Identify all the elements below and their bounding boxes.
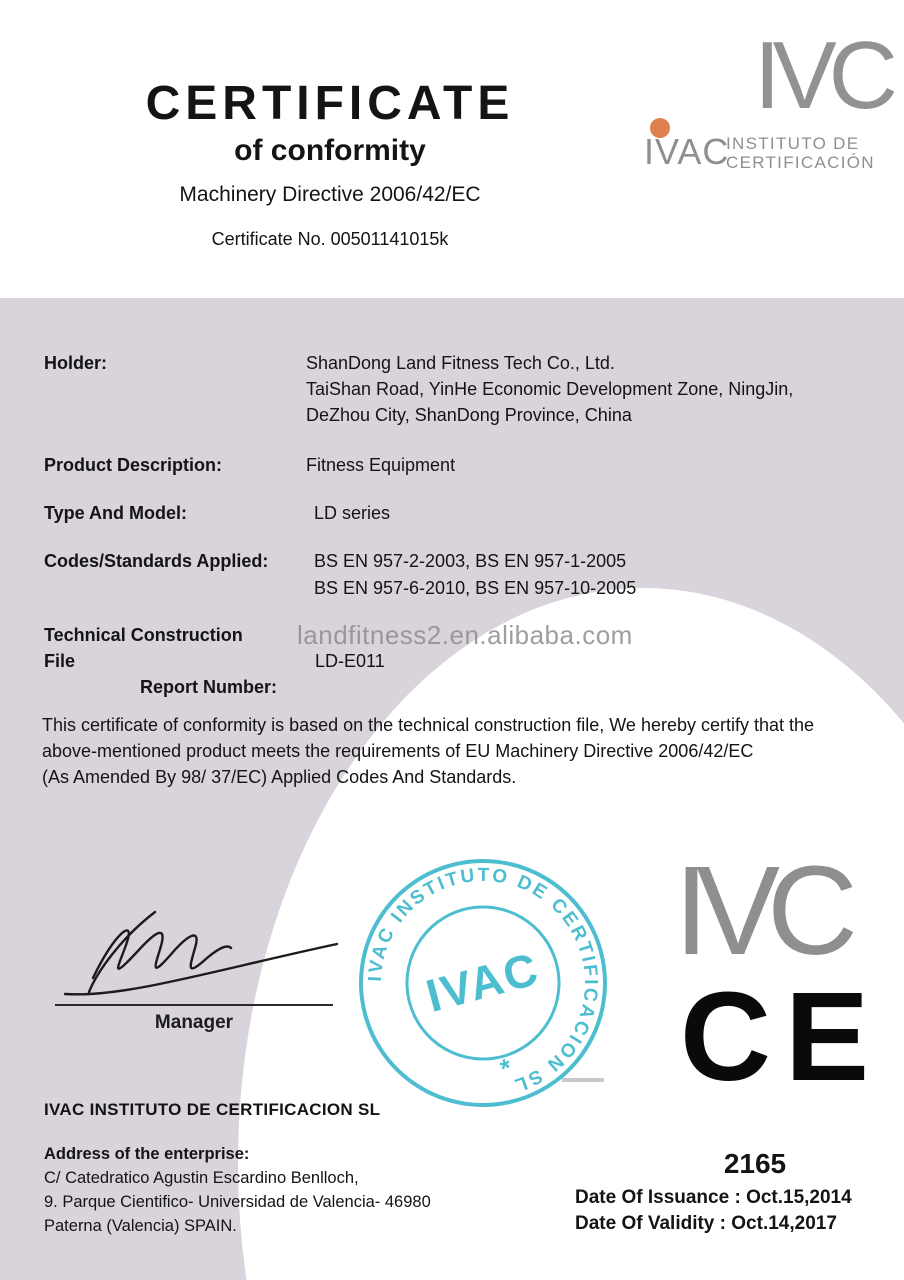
validity-value: Oct.14,2017 [731, 1213, 837, 1234]
ivac-monogram-icon: IVC [753, 22, 890, 129]
holder-line3: DeZhou City, ShanDong Province, China [306, 405, 632, 425]
technical-file-label-line1: Technical Construction File [44, 625, 243, 671]
codes-standards-value [314, 548, 636, 602]
holder-label: Holder: [44, 353, 107, 373]
codes-standards-label: Codes/Standards Applied: [44, 551, 269, 571]
type-model-label: Type And Model: [44, 503, 187, 523]
stamp-ring-text: IVAC INSTITUTO DE CERTIFICACION SL [364, 864, 602, 1097]
product-description-label: Product Description: [44, 455, 223, 475]
technical-file-label [44, 622, 277, 700]
statement-line1: This certificate of conformity is based on the technical construction file, We hereby certify that the [42, 715, 815, 735]
technical-file-value: LD-E011 [315, 651, 385, 671]
product-description-value: Fitness Equipment [306, 455, 456, 475]
holder-line1: ShanDong Land Fitness Tech Co., Ltd. [306, 353, 615, 373]
holder-value [306, 350, 866, 428]
certificate-subtitle: of conformity [234, 134, 426, 167]
address-line1: C/ Catedratico Agustin Escardino Benlloch, [44, 1169, 359, 1187]
type-model-value: LD series [314, 503, 391, 523]
scan-artifact-dash [562, 1078, 604, 1082]
holder-line2: TaiShan Road, YinHe Economic Development Zone, NingJin, [306, 379, 794, 399]
ivac-logo-name: IVAC [644, 131, 730, 172]
notified-body-number: 2165 [723, 1148, 787, 1179]
address-line3: Paterna (Valencia) SPAIN. [44, 1217, 237, 1235]
issuance-label: Date Of Issuance : [575, 1187, 741, 1208]
issuance-value: Oct.15,2014 [746, 1187, 852, 1208]
certifier-org-name: IVAC INSTITUTO DE CERTIFICACION SL [44, 1100, 381, 1119]
codes-line1: BS EN 957-2-2003, BS EN 957-1-2005 [314, 551, 627, 571]
alibaba-watermark: landfitness2.en.alibaba.com [297, 620, 633, 650]
ce-mark: CE [680, 966, 884, 1107]
address-line2: 9. Parque Cientifico- Universidad de Valencia- 46980 [44, 1193, 431, 1211]
manager-label: Manager [154, 1012, 234, 1033]
conformity-statement [42, 712, 880, 790]
certificate-title: CERTIFICATE [145, 77, 515, 130]
validity-label: Date Of Validity : [575, 1213, 726, 1234]
logo-org-line1: INSTITUTO DE [726, 134, 860, 153]
signature-scribble [55, 898, 345, 1003]
logo-org-line2: CERTIFICACIÓN [726, 153, 875, 172]
address-block [44, 1142, 431, 1238]
stamp-star: * [497, 1052, 515, 1084]
validity-row [575, 1211, 852, 1237]
issuance-row [575, 1185, 852, 1211]
address-title: Address of the enterprise: [44, 1145, 250, 1163]
stamp-center-text: IVAC [420, 942, 545, 1022]
statement-line3: (As Amended By 98/ 37/EC) Applied Codes And Standards. [42, 767, 517, 787]
ivc-monogram-large-icon: IVC [674, 840, 846, 981]
certificate-number: Certificate No. 00501141015k [211, 229, 449, 249]
codes-line2: BS EN 957-6-2010, BS EN 957-10-2005 [314, 578, 637, 598]
ivac-logo [628, 22, 890, 178]
statement-line2: above-mentioned product meets the requirements of EU Machinery Directive 2006/42/EC [42, 741, 754, 761]
ivac-logo-orgtext [726, 134, 875, 172]
technical-file-label-line2: Report Number: [139, 677, 277, 697]
directive-line: Machinery Directive 2006/42/EC [179, 183, 481, 206]
dates-block [575, 1185, 852, 1237]
signature-line [55, 1004, 333, 1006]
